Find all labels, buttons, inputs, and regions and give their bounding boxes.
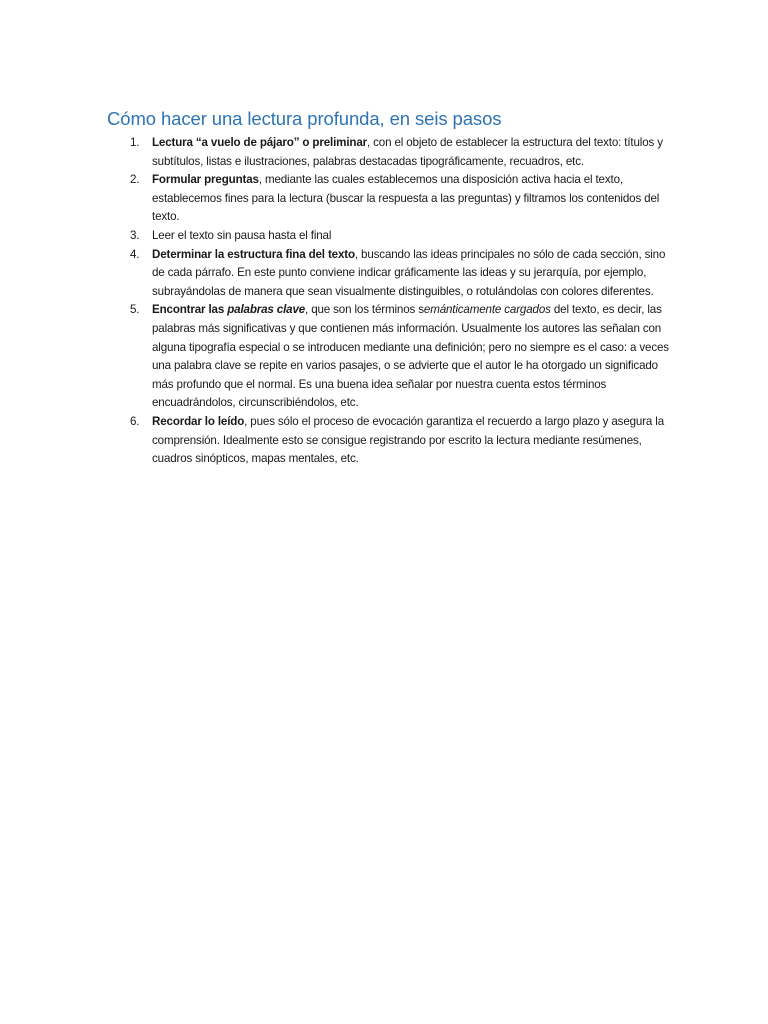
step-text-bold: Lectura “a vuelo de pájaro” o preliminar: [152, 136, 367, 149]
document-title: Cómo hacer una lectura profunda, en seis pasos: [107, 108, 502, 129]
step-number: 6.: [130, 414, 140, 428]
step-text-italic: emánticamente cargados: [423, 303, 551, 317]
step-text-bold-italic: palabras clave: [227, 303, 306, 317]
step-number: 5.: [130, 303, 140, 317]
step-text: , mediante las cuales establecemos una disposición activa hacia el texto, establecemos fines para la lectura (buscar la respuesta a las preguntas) y filtramos los contenidos del texto.: [152, 173, 660, 224]
list-item: [130, 134, 672, 171]
step-text: , con el objeto de establecer la estructura del texto: títulos y subtítulos, listas e ilustraciones, palabras destacadas tipográficamente, recuadros, etc.: [152, 136, 663, 168]
list-item: [130, 227, 672, 246]
step-text: , buscando las ideas principales no sólo de cada sección, sino de cada párrafo. En este punto conviene indicar gráficamente las ideas y su jerarquía, por ejemplo, subrayándolas de manera que sean visualmente distinguibles, o rotulándolas con colores diferentes.: [152, 247, 666, 298]
step-text-bold: Encontrar las: [152, 303, 228, 317]
list-item: [130, 301, 672, 413]
steps-list: [130, 134, 672, 469]
step-number: 3.: [130, 228, 140, 242]
step-text: , que son los términos s: [305, 303, 424, 317]
step-text-bold: Determinar la estructura fina del texto: [152, 247, 355, 261]
list-item: [130, 246, 672, 302]
step-text: del texto, es decir, las palabras más significativas y que contienen más información. Usualmente los autores las señalan con alguna tipografía especial o se introducen mediante una definición; pero no siempre es el caso: a veces una palabra clave se repite en varios pasajes, o se advierte que el autor le ha otorgado un significado más profundo que el normal. Es una buena idea señalar por nuestra cuenta estos términos encuadrándolos, circunscribiéndolos, etc.: [152, 303, 669, 410]
list-item: [130, 171, 672, 227]
step-text-bold: Recordar lo leído: [152, 414, 245, 428]
step-text: Leer el texto sin pausa hasta el final: [152, 228, 332, 242]
step-text-bold: Formular preguntas: [152, 173, 259, 187]
step-number: 1.: [130, 136, 140, 149]
list-item: [130, 413, 672, 469]
step-number: 2.: [130, 173, 140, 187]
step-text: , pues sólo el proceso de evocación garantiza el recuerdo a largo plazo y asegura la comprensión. Idealmente esto se consigue registrando por escrito la lectura mediante resúmenes, cuadros sinópticos, mapas mentales, etc.: [152, 414, 665, 466]
step-number: 4.: [130, 247, 140, 261]
